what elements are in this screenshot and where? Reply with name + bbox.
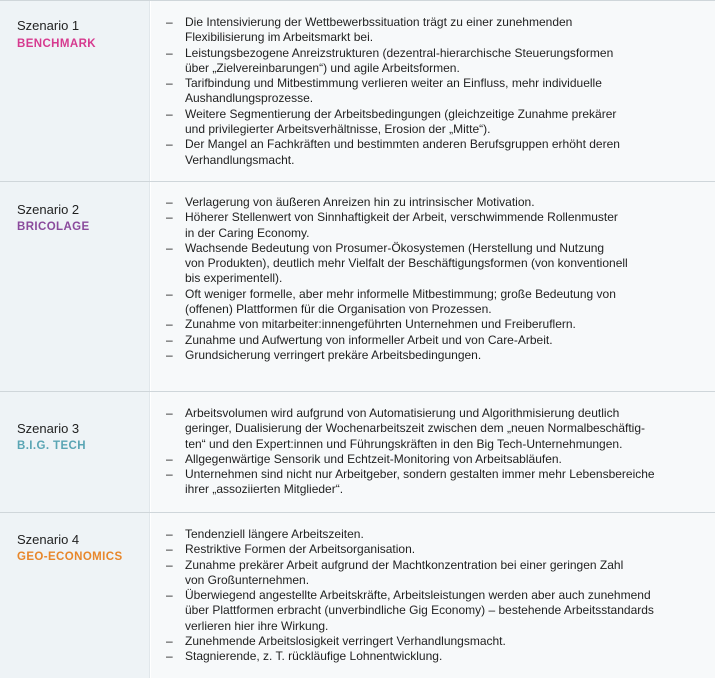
list-item: – Stagnierende, z. T. rückläufige Lohnentwicklung. [166, 649, 709, 664]
scenario-row-1 [0, 1, 715, 182]
list-item: – Grundsicherung verringert prekäre Arbeitsbedingungen. [166, 348, 709, 363]
list-item: – Zunehmende Arbeitslosigkeit verringert Verhandlungsmacht. [166, 634, 709, 649]
scenario-row-4 [0, 513, 715, 678]
list-item: – Tarifbindung und Mitbestimmung verlieren weiter an Einfluss, mehr individuelle Aushandlungsprozesse. [166, 76, 709, 107]
list-item: – Höherer Stellenwert von Sinnhaftigkeit der Arbeit, verschwimmende Rollenmuster in der Caring Economy. [166, 210, 709, 241]
list-item: – Oft weniger formelle, aber mehr informelle Mitbestimmung; große Bedeutung von (offenen) Plattformen für die Organisation von Prozessen. [166, 287, 709, 318]
scenario-row-2 [0, 182, 715, 392]
scenario-items [166, 406, 709, 498]
list-item: – Wachsende Bedeutung von Prosumer-Ökosystemen (Herstellung und Nutzung von Produkten), deutlich mehr Vielfalt der Beschäftigungsformen (von konventionell bis experimentell). [166, 241, 709, 287]
list-item: – Zunahme prekärer Arbeit aufgrund der Machtkonzentration bei einer geringen Zahl von Großunternehmen. [166, 558, 709, 589]
scenario-items [166, 527, 709, 665]
scenario-number: Szenario 4 [17, 532, 80, 547]
scenario-name: BENCHMARK [17, 38, 96, 50]
scenario-name: B.I.G. TECH [17, 440, 86, 452]
list-item: – Zunahme und Aufwertung von informeller Arbeit und von Care-Arbeit. [166, 333, 709, 348]
scenario-number: Szenario 1 [17, 18, 80, 33]
scenario-number: Szenario 2 [17, 202, 80, 217]
list-item: – Leistungsbezogene Anreizstrukturen (dezentral-hierarchische Steuerungsformen über „Zielvereinbarungen“) und agile Arbeitsformen. [166, 46, 709, 77]
list-item: – Restriktive Formen der Arbeitsorganisation. [166, 542, 709, 557]
scenario-items [166, 195, 709, 363]
list-item: – Allgegenwärtige Sensorik und Echtzeit-Monitoring von Arbeitsabläufen. [166, 452, 709, 467]
list-item: – Die Intensivierung der Wettbewerbssituation trägt zu einer zunehmenden Flexibilisierung im Arbeitsmarkt bei. [166, 15, 709, 46]
list-item: – Arbeitsvolumen wird aufgrund von Automatisierung und Algorithmisierung deutlich geringer, Dualisierung der Wochenarbeitszeit zwischen dem „neuen Normalbeschäftig- ten“ und den Expert:innen und Führungskräften in den Big Tech-Unternehmungen. [166, 406, 709, 452]
list-item: – Überwiegend angestellte Arbeitskräfte, Arbeitsleistungen werden aber auch zunehmend über Plattformen erbracht (unverbindliche Gig Economy) – bestehende Arbeitsstandards verlieren hier ihre Wirkung. [166, 588, 709, 634]
scenario-name: GEO-ECONOMICS [17, 551, 123, 563]
list-item: – Der Mangel an Fachkräften und bestimmten anderen Berufsgruppen erhöht deren Verhandlungsmacht. [166, 137, 709, 168]
scenario-number: Szenario 3 [17, 421, 80, 436]
scenario-items [166, 15, 709, 168]
list-item: – Zunahme von mitarbeiter:innengeführten Unternehmen und Freiberuflern. [166, 317, 709, 332]
list-item: – Unternehmen sind nicht nur Arbeitgeber, sondern gestalten immer mehr Lebensbereiche ihrer „assoziierten Mitglieder“. [166, 467, 709, 498]
list-item: – Verlagerung von äußeren Anreizen hin zu intrinsischer Motivation. [166, 195, 709, 210]
scenario-row-3 [0, 392, 715, 513]
list-item: – Weitere Segmentierung der Arbeitsbedingungen (gleichzeitige Zunahme prekärer und privilegierter Arbeitsverhältnisse, Erosion der „Mitte“). [166, 107, 709, 138]
list-item: – Tendenziell längere Arbeitszeiten. [166, 527, 709, 542]
scenario-name: BRICOLAGE [17, 221, 90, 233]
